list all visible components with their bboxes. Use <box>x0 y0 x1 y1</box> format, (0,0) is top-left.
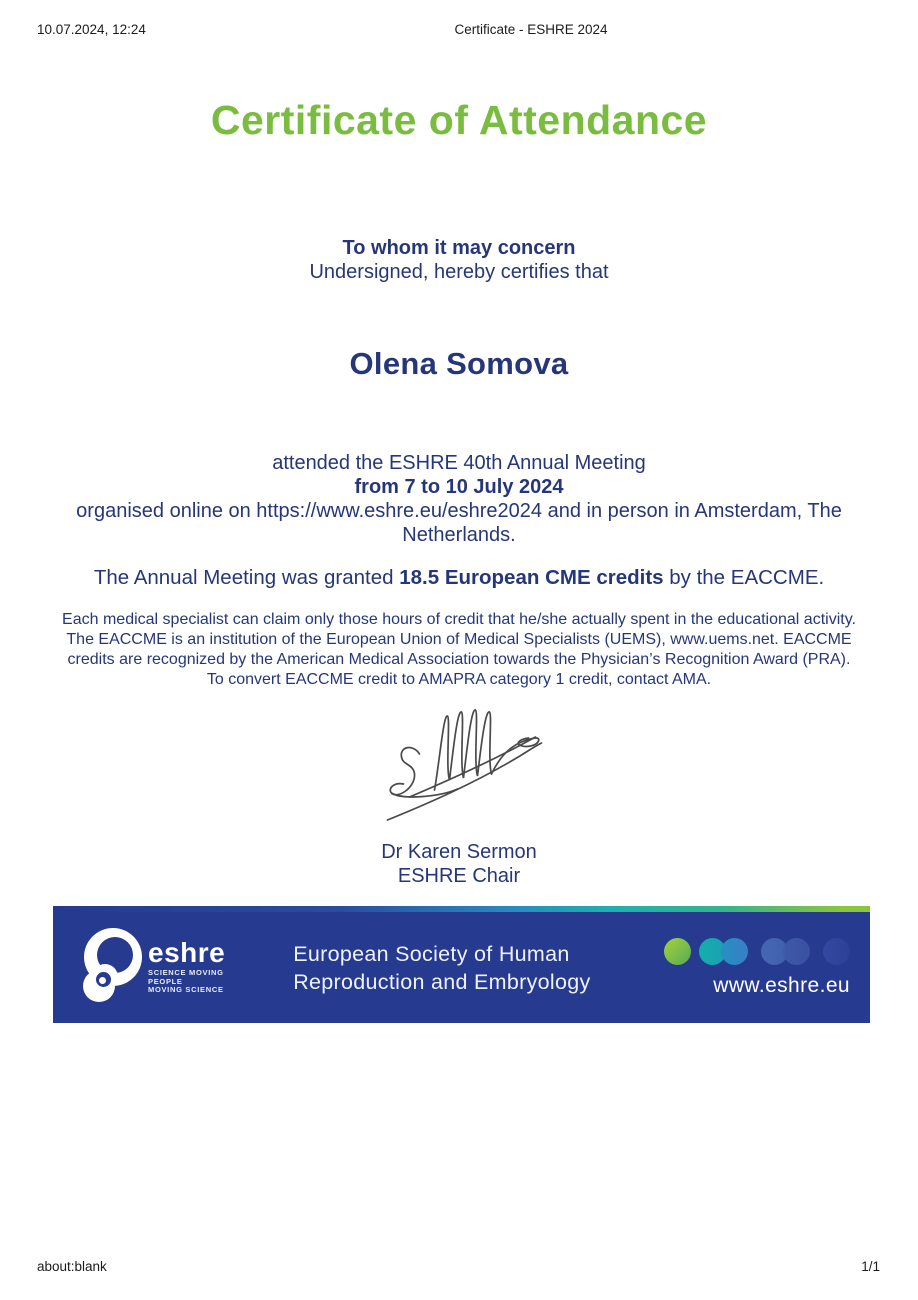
signer-name: Dr Karen Sermon <box>381 841 537 863</box>
certify-line: Undersigned, hereby certifies that <box>309 261 609 283</box>
eshre-banner <box>53 906 870 1023</box>
eshre-logo-text <box>148 937 226 995</box>
signature-image <box>0 702 918 827</box>
org-name-line: Reproduction and Embryology <box>293 969 591 994</box>
print-doc-title: Certificate - ESHRE 2024 <box>454 22 608 37</box>
date-line: from 7 to 10 July 2024 <box>354 476 564 498</box>
intro-block <box>0 236 918 284</box>
eshre-wordmark: eshre <box>148 937 226 969</box>
location-line: organised online on https://www.eshre.eu/eshre2024 and in person in Amsterdam, The Netherlands. <box>76 500 842 546</box>
disclaimer-paragraph <box>42 610 876 690</box>
eshre-logo <box>83 928 225 1008</box>
tagline-line: SCIENCE MOVING <box>148 968 224 978</box>
disclaimer-line: Each medical specialist can claim only those hours of credit that he/she actually spent in the educational activity. <box>62 611 856 628</box>
teal-blue-dot-pair-icon <box>699 938 748 965</box>
eshre-tagline <box>148 969 225 995</box>
green-dot-icon <box>664 938 691 965</box>
eshre-spiral-icon <box>83 928 143 1008</box>
org-name-line: European Society of Human <box>293 941 570 966</box>
event-details <box>49 451 869 547</box>
banner-body <box>53 912 870 1023</box>
credits-line <box>20 566 898 590</box>
organization-name <box>293 940 590 996</box>
credits-suffix: by the EACCME. <box>663 566 825 589</box>
disclaimer-line: To convert EACCME credit to AMAPRA category 1 credit, contact AMA. <box>206 671 712 688</box>
dots-motif-icon <box>664 938 850 965</box>
print-footer <box>0 1259 918 1275</box>
blue-dot-pair-icon <box>761 938 810 965</box>
certificate-title: Certificate of Attendance <box>210 97 708 143</box>
print-page-number: 1/1 <box>861 1259 880 1274</box>
signer-role: ESHRE Chair <box>397 865 521 887</box>
banner-right-group <box>664 938 850 998</box>
credits-amount: 18.5 European CME credits <box>399 566 664 589</box>
tagline-line: MOVING SCIENCE <box>148 985 224 995</box>
event-line: attended the ESHRE 40th Annual Meeting <box>272 452 646 474</box>
print-header <box>0 22 918 38</box>
print-url: about:blank <box>37 1259 107 1274</box>
disclaimer-line: credits are recognized by the American Medical Association towards the Physician’s Recognition Award (PRA). <box>67 651 851 668</box>
attendee-name: Olena Somova <box>349 346 569 381</box>
faint-dot-icon <box>823 938 850 965</box>
salutation-line: To whom it may concern <box>342 237 576 259</box>
disclaimer-line: The EACCME is an institution of the European Union of Medical Specialists (UEMS), www.uems.net. EACCME <box>66 631 852 648</box>
website-url: www.eshre.eu <box>713 973 850 997</box>
tagline-line: PEOPLE <box>148 976 183 986</box>
credits-prefix: The Annual Meeting was granted <box>93 566 400 589</box>
print-datetime: 10.07.2024, 12:24 <box>37 22 146 37</box>
